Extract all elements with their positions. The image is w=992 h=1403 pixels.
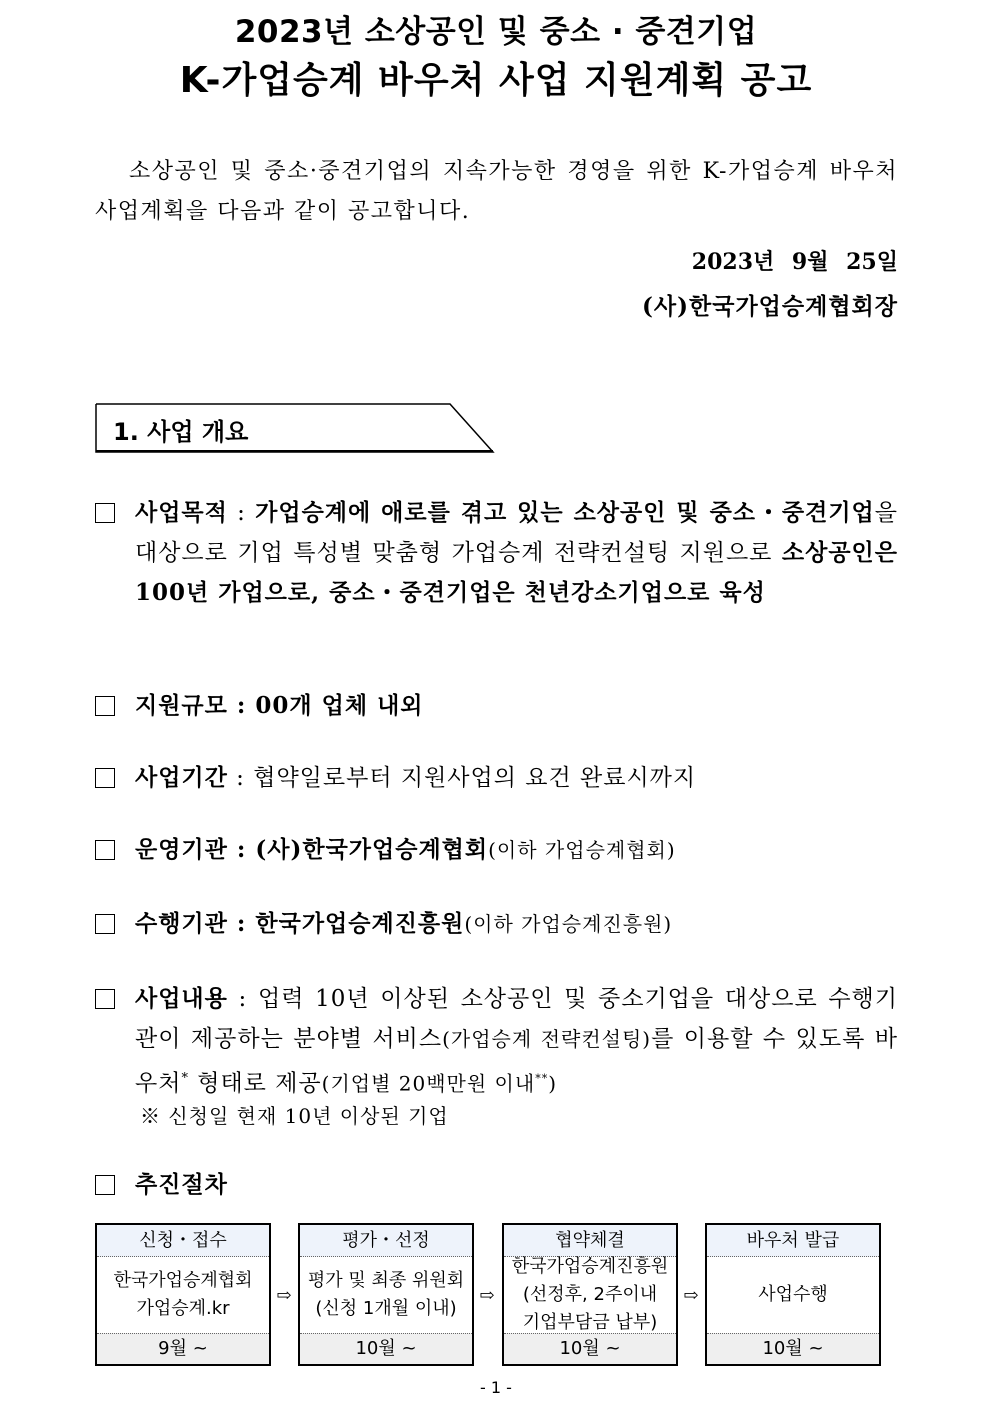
content-footnote-mark-2: ** [535, 1072, 549, 1085]
purpose-text-3: 소상공인은 100년 가업으로, 중소・중견기업은 천년강소기업으로 육성 [135, 539, 898, 606]
arrow-right-icon: ⇨ [276, 1285, 292, 1306]
purpose-text-1: 가업승계에 애로를 겪고 있는 소상공인 및 중소・중견기업 [255, 499, 875, 526]
title-line-2: K-가업승계 바우처 사업 지원계획 공고 [179, 60, 813, 101]
period-value: 협약일로부터 지원사업의 요건 완료시까지 [253, 765, 697, 791]
process-step-evaluate [298, 1223, 474, 1366]
arrow-right-icon: ⇨ [683, 1285, 699, 1306]
content-footnote-mark-1: * [181, 1071, 189, 1086]
organization-signature: (사)한국가업승계협회장 [642, 293, 898, 320]
content-note: ※ 신청일 현재 10년 이상된 기업 [140, 1104, 449, 1128]
process-step-contract [502, 1223, 678, 1366]
checkbox-icon [95, 768, 115, 788]
checkbox-icon [95, 503, 115, 523]
item-purpose [95, 493, 898, 613]
content-text-1: 업력 10년 이상된 소상공인 및 중소기업을 대상으로 수행기관이 제공하는 분야별 서비스 [135, 986, 898, 1052]
step-body: 사업수행 [758, 1284, 828, 1305]
step-body: 평가 및 최종 위원회 (신청 1개월 이내) [307, 1270, 465, 1319]
checkbox-icon [95, 989, 115, 1009]
arrow-right-icon: ⇨ [479, 1285, 495, 1306]
scale-label: 지원규모 [135, 692, 228, 719]
content-text-5: (기업별 20백만원 이내 [321, 1071, 536, 1096]
content-separator: : [227, 986, 258, 1012]
step-foot: 9월 ~ [97, 1333, 269, 1364]
item-period [95, 758, 898, 798]
scale-separator: : [227, 692, 256, 719]
process-step-apply [95, 1223, 271, 1366]
process-step-voucher [705, 1223, 881, 1366]
step-head: 협약체결 [504, 1225, 676, 1257]
executor-note: (이하 가업승계진흥원) [464, 912, 673, 936]
operator-note: (이하 가업승계협회) [488, 838, 676, 862]
operator-label: 운영기관 [135, 836, 228, 863]
item-operator [95, 830, 898, 870]
checkbox-icon [95, 914, 115, 934]
intro-text: 소상공인 및 중소·중견기업의 지속가능한 경영을 위한 K-가업승계 바우처 사업계획을 다음과 같이 공고합니다. [95, 159, 898, 224]
content-text-2: (가업승계 전략컨설팅) [442, 1027, 652, 1051]
checkbox-icon [95, 696, 115, 716]
checkbox-icon [95, 1175, 115, 1195]
content-text-4: 형태로 제공 [188, 1070, 322, 1097]
operator-separator: : [227, 836, 256, 863]
executor-value: 한국가업승계진흥원 [255, 910, 465, 937]
item-process [95, 1165, 898, 1205]
checkbox-icon [95, 840, 115, 860]
purpose-separator: : [227, 500, 256, 526]
step-foot: 10월 ~ [707, 1333, 879, 1364]
operator-value: (사)한국가업승계협회 [255, 836, 489, 863]
page-number: - 1 - [480, 1378, 512, 1397]
announcement-date: 2023년 9월 25일 [691, 249, 898, 275]
period-separator: : [227, 765, 254, 791]
process-label: 추진절차 [135, 1171, 228, 1198]
content-text-6: ) [548, 1071, 557, 1096]
purpose-label: 사업목적 [135, 499, 228, 526]
step-head: 신청・접수 [97, 1225, 269, 1257]
step-head: 바우처 발급 [707, 1225, 879, 1257]
intro-paragraph [95, 152, 898, 232]
scale-value: 00개 업체 내외 [255, 692, 424, 719]
step-head: 평가・선정 [300, 1225, 472, 1257]
step-foot: 10월 ~ [300, 1333, 472, 1364]
purpose-text-2: 을 대상으로 기업 특성별 맞춤형 가업승계 전략컨설팅 지원으로 [135, 500, 898, 566]
item-content [95, 979, 898, 1104]
step-body: 한국가업승계진흥원 (선정후, 2주이내 기업부담금 납부) [511, 1256, 669, 1333]
period-label: 사업기간 [135, 764, 228, 791]
item-scale [95, 686, 898, 726]
section-title: 1. 사업 개요 [113, 418, 249, 446]
executor-label: 수행기관 [135, 910, 228, 937]
title-line-1: 2023년 소상공인 및 중소 · 중견기업 [234, 14, 758, 50]
step-body: 한국가업승계협회 가업승계.kr [113, 1270, 253, 1319]
section-heading [95, 403, 495, 453]
item-executor [95, 904, 898, 944]
content-text-3: 를 이용할 수 있도록 바우처 [135, 1026, 898, 1097]
executor-separator: : [227, 910, 256, 937]
content-label: 사업내용 [135, 985, 228, 1012]
step-foot: 10월 ~ [504, 1333, 676, 1364]
